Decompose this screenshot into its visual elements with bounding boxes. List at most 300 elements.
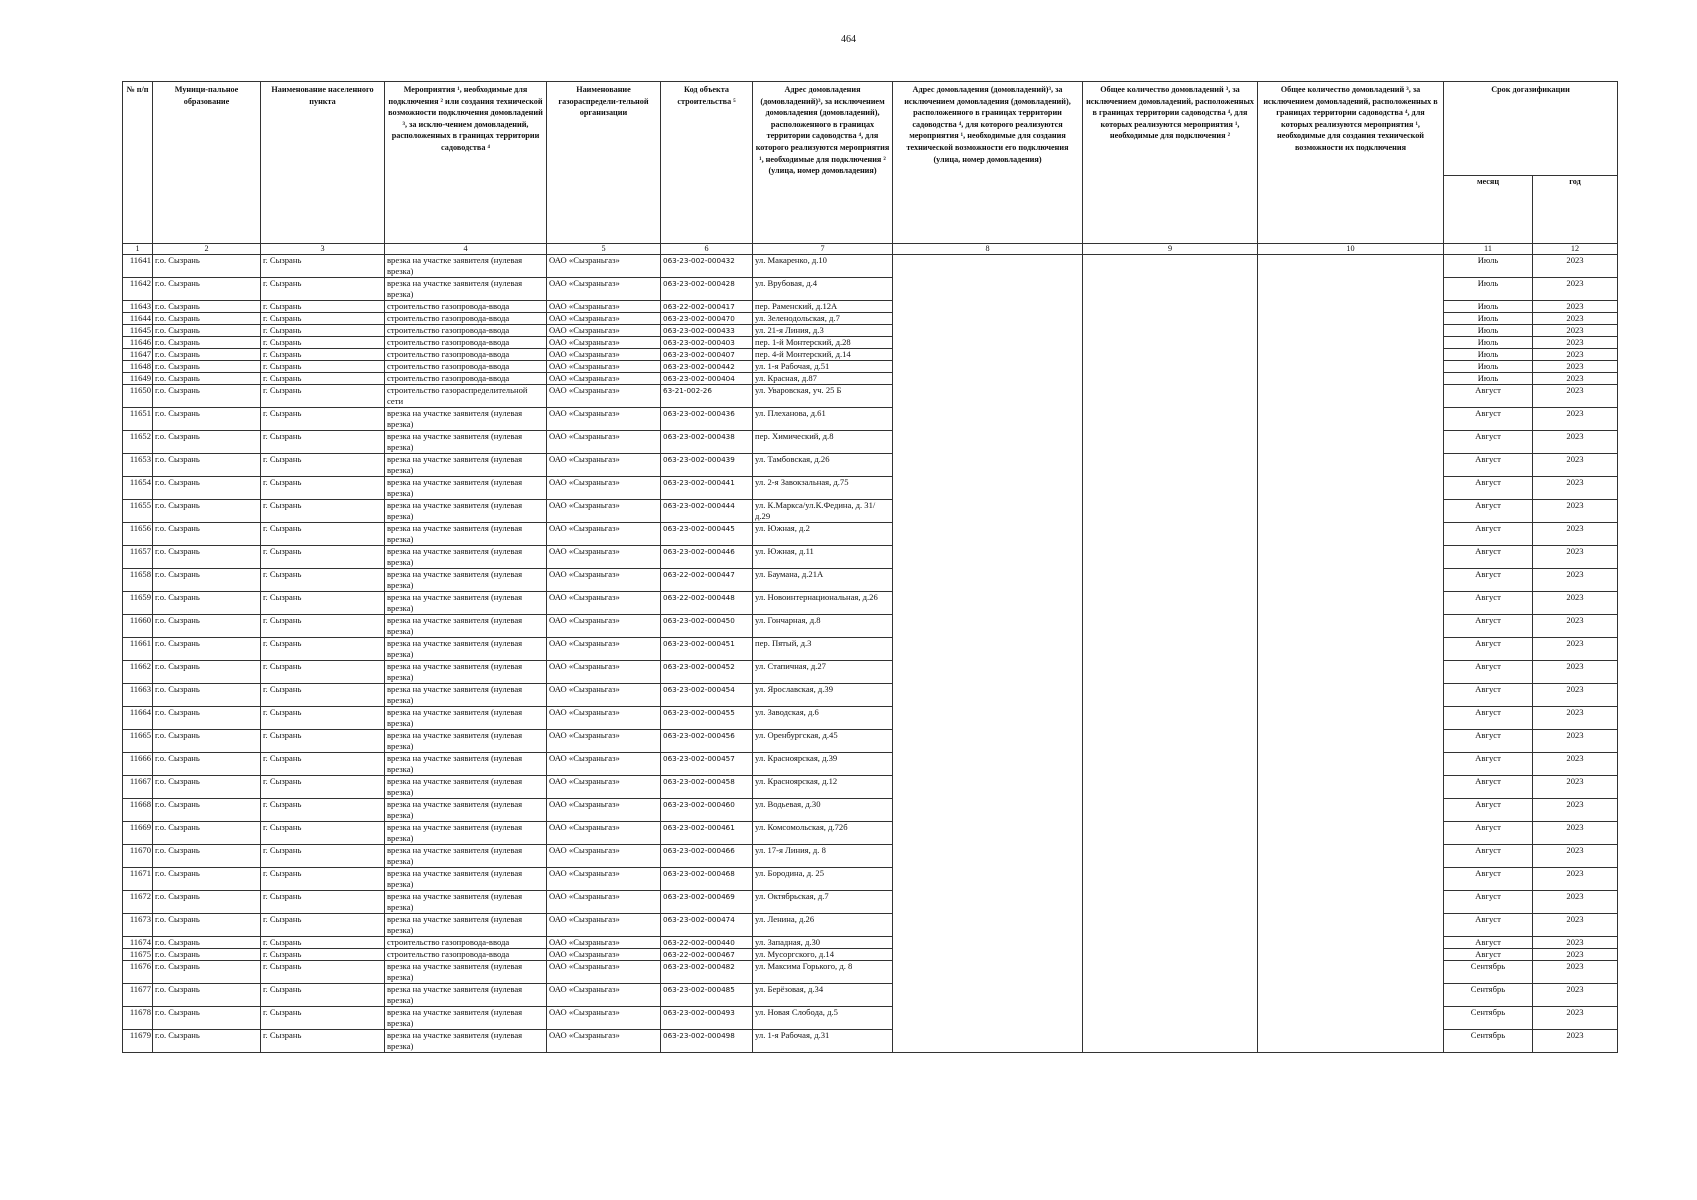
- municipality-cell: г.о. Сызрань: [153, 984, 261, 1007]
- column-number: 8: [893, 244, 1083, 255]
- municipality-cell: г.о. Сызрань: [153, 592, 261, 615]
- year-cell: 2023: [1533, 1030, 1618, 1053]
- object-code-cell: 063-23-002-000452: [661, 661, 753, 684]
- organization-cell: ОАО «Сызраньгаз»: [547, 500, 661, 523]
- organization-cell: ОАО «Сызраньгаз»: [547, 937, 661, 949]
- year-cell: 2023: [1533, 255, 1618, 278]
- table-row: [123, 1007, 1618, 1030]
- header-number: № п/п: [123, 82, 153, 244]
- year-cell: 2023: [1533, 684, 1618, 707]
- month-cell: Июль: [1444, 373, 1533, 385]
- address-technical-cell: [893, 707, 1083, 730]
- count-technical-cell: [1258, 1007, 1444, 1030]
- address-technical-cell: [893, 301, 1083, 313]
- object-code-cell: 063-22-002-000447: [661, 569, 753, 592]
- address-cell: ул. Красная, д.87: [753, 373, 893, 385]
- measure-cell: строительство газораспределительной сети: [385, 385, 547, 408]
- table-row: [123, 845, 1618, 868]
- row-number: 11643: [123, 301, 153, 313]
- address-cell: ул. 17-я Линия, д. 8: [753, 845, 893, 868]
- municipality-cell: г.о. Сызрань: [153, 255, 261, 278]
- count-connection-cell: [1083, 1030, 1258, 1053]
- table-row: [123, 937, 1618, 949]
- address-technical-cell: [893, 822, 1083, 845]
- object-code-cell: 063-22-002-000440: [661, 937, 753, 949]
- measure-cell: врезка на участке заявителя (нулевая врезка): [385, 914, 547, 937]
- municipality-cell: г.о. Сызрань: [153, 301, 261, 313]
- header-municipality: Муници-пальное образование: [153, 82, 261, 244]
- year-cell: 2023: [1533, 961, 1618, 984]
- month-cell: Июль: [1444, 313, 1533, 325]
- count-connection-cell: [1083, 661, 1258, 684]
- row-number: 11661: [123, 638, 153, 661]
- address-technical-cell: [893, 914, 1083, 937]
- measure-cell: строительство газопровода-ввода: [385, 301, 547, 313]
- organization-cell: ОАО «Сызраньгаз»: [547, 408, 661, 431]
- organization-cell: ОАО «Сызраньгаз»: [547, 753, 661, 776]
- month-cell: Сентябрь: [1444, 984, 1533, 1007]
- month-cell: Август: [1444, 454, 1533, 477]
- organization-cell: ОАО «Сызраньгаз»: [547, 431, 661, 454]
- measure-cell: строительство газопровода-ввода: [385, 937, 547, 949]
- header-address-connection: Адрес домовладения (домовладений)³, за исключением домовладения (домовладений), расположенного в границах территории садоводства ⁴, для которого реализуются мероприятия ¹, необходимые для подключения ² (улица, номер домовладения): [753, 82, 893, 244]
- object-code-cell: 063-23-002-000457: [661, 753, 753, 776]
- address-cell: пер. Пятый, д.3: [753, 638, 893, 661]
- address-cell: ул. Южная, д.2: [753, 523, 893, 546]
- object-code-cell: 063-23-002-000468: [661, 868, 753, 891]
- row-number: 11655: [123, 500, 153, 523]
- month-cell: Сентябрь: [1444, 961, 1533, 984]
- count-connection-cell: [1083, 454, 1258, 477]
- measure-cell: строительство газопровода-ввода: [385, 373, 547, 385]
- object-code-cell: 063-23-002-000450: [661, 615, 753, 638]
- count-technical-cell: [1258, 349, 1444, 361]
- row-number: 11674: [123, 937, 153, 949]
- row-number: 11673: [123, 914, 153, 937]
- month-cell: Июль: [1444, 337, 1533, 349]
- header-deadline: Срок догазификации: [1444, 82, 1618, 176]
- address-cell: пер. Химический, д.8: [753, 431, 893, 454]
- year-cell: 2023: [1533, 301, 1618, 313]
- count-connection-cell: [1083, 278, 1258, 301]
- month-cell: Июль: [1444, 278, 1533, 301]
- table-header: [123, 82, 1618, 255]
- table-row: [123, 638, 1618, 661]
- count-technical-cell: [1258, 949, 1444, 961]
- table-row: [123, 301, 1618, 313]
- row-number: 11667: [123, 776, 153, 799]
- table-row: [123, 477, 1618, 500]
- month-cell: Июль: [1444, 349, 1533, 361]
- count-connection-cell: [1083, 569, 1258, 592]
- address-technical-cell: [893, 868, 1083, 891]
- settlement-cell: г. Сызрань: [261, 822, 385, 845]
- organization-cell: ОАО «Сызраньгаз»: [547, 707, 661, 730]
- municipality-cell: г.о. Сызрань: [153, 891, 261, 914]
- table-row: [123, 868, 1618, 891]
- municipality-cell: г.о. Сызрань: [153, 337, 261, 349]
- settlement-cell: г. Сызрань: [261, 477, 385, 500]
- year-cell: 2023: [1533, 349, 1618, 361]
- address-cell: ул. Уваровская, уч. 25 Б: [753, 385, 893, 408]
- address-technical-cell: [893, 684, 1083, 707]
- row-number: 11675: [123, 949, 153, 961]
- organization-cell: ОАО «Сызраньгаз»: [547, 1007, 661, 1030]
- measure-cell: врезка на участке заявителя (нулевая врезка): [385, 661, 547, 684]
- object-code-cell: 063-22-002-000467: [661, 949, 753, 961]
- municipality-cell: г.о. Сызрань: [153, 638, 261, 661]
- object-code-cell: 063-22-002-000417: [661, 301, 753, 313]
- month-cell: Июль: [1444, 255, 1533, 278]
- object-code-cell: 063-23-002-000498: [661, 1030, 753, 1053]
- row-number: 11641: [123, 255, 153, 278]
- municipality-cell: г.о. Сызрань: [153, 431, 261, 454]
- measure-cell: строительство газопровода-ввода: [385, 325, 547, 337]
- organization-cell: ОАО «Сызраньгаз»: [547, 255, 661, 278]
- year-cell: 2023: [1533, 325, 1618, 337]
- measure-cell: врезка на участке заявителя (нулевая врезка): [385, 776, 547, 799]
- object-code-cell: 063-23-002-000442: [661, 361, 753, 373]
- address-technical-cell: [893, 325, 1083, 337]
- count-technical-cell: [1258, 937, 1444, 949]
- year-cell: 2023: [1533, 431, 1618, 454]
- organization-cell: ОАО «Сызраньгаз»: [547, 301, 661, 313]
- row-number: 11650: [123, 385, 153, 408]
- column-numbers-row: [123, 244, 1618, 255]
- settlement-cell: г. Сызрань: [261, 523, 385, 546]
- row-number: 11666: [123, 753, 153, 776]
- settlement-cell: г. Сызрань: [261, 385, 385, 408]
- count-technical-cell: [1258, 569, 1444, 592]
- municipality-cell: г.о. Сызрань: [153, 349, 261, 361]
- table-row: [123, 753, 1618, 776]
- settlement-cell: г. Сызрань: [261, 638, 385, 661]
- settlement-cell: г. Сызрань: [261, 431, 385, 454]
- address-technical-cell: [893, 454, 1083, 477]
- header-address-technical: Адрес домовладения (домовладений)³, за исключением домовладения (домовладений), расположенного в границах территории садоводства ⁴, для которого реализуются мероприятия ¹, необходимые для создания технической возможности его подключения (улица, номер домовладения): [893, 82, 1083, 244]
- organization-cell: ОАО «Сызраньгаз»: [547, 592, 661, 615]
- measure-cell: врезка на участке заявителя (нулевая врезка): [385, 255, 547, 278]
- page-number: 464: [841, 34, 856, 45]
- object-code-cell: 063-23-002-000482: [661, 961, 753, 984]
- month-cell: Август: [1444, 776, 1533, 799]
- settlement-cell: г. Сызрань: [261, 361, 385, 373]
- year-cell: 2023: [1533, 753, 1618, 776]
- settlement-cell: г. Сызрань: [261, 500, 385, 523]
- address-cell: ул. Мусоргского, д.14: [753, 949, 893, 961]
- measure-cell: врезка на участке заявителя (нулевая врезка): [385, 984, 547, 1007]
- address-cell: ул. Врубовая, д.4: [753, 278, 893, 301]
- municipality-cell: г.о. Сызрань: [153, 730, 261, 753]
- year-cell: 2023: [1533, 523, 1618, 546]
- table-row: [123, 373, 1618, 385]
- address-cell: пер. Раменский, д.12А: [753, 301, 893, 313]
- settlement-cell: г. Сызрань: [261, 730, 385, 753]
- table-row: [123, 454, 1618, 477]
- object-code-cell: 063-23-002-000466: [661, 845, 753, 868]
- count-technical-cell: [1258, 313, 1444, 325]
- object-code-cell: 063-23-002-000470: [661, 313, 753, 325]
- organization-cell: ОАО «Сызраньгаз»: [547, 822, 661, 845]
- column-number: 12: [1533, 244, 1618, 255]
- municipality-cell: г.о. Сызрань: [153, 822, 261, 845]
- row-number: 11653: [123, 454, 153, 477]
- count-technical-cell: [1258, 984, 1444, 1007]
- address-technical-cell: [893, 949, 1083, 961]
- row-number: 11652: [123, 431, 153, 454]
- address-technical-cell: [893, 500, 1083, 523]
- month-cell: Август: [1444, 546, 1533, 569]
- count-connection-cell: [1083, 373, 1258, 385]
- object-code-cell: 063-23-002-000493: [661, 1007, 753, 1030]
- settlement-cell: г. Сызрань: [261, 325, 385, 337]
- object-code-cell: 063-23-002-000451: [661, 638, 753, 661]
- month-cell: Август: [1444, 949, 1533, 961]
- address-cell: ул. Берёзовая, д.34: [753, 984, 893, 1007]
- object-code-cell: 063-23-002-000458: [661, 776, 753, 799]
- object-code-cell: 063-23-002-000433: [661, 325, 753, 337]
- object-code-cell: 063-23-002-000432: [661, 255, 753, 278]
- measure-cell: строительство газопровода-ввода: [385, 361, 547, 373]
- address-cell: ул. Октябрьская, д.7: [753, 891, 893, 914]
- address-technical-cell: [893, 337, 1083, 349]
- count-technical-cell: [1258, 661, 1444, 684]
- municipality-cell: г.о. Сызрань: [153, 1007, 261, 1030]
- object-code-cell: 063-23-002-000469: [661, 891, 753, 914]
- object-code-cell: 063-23-002-000436: [661, 408, 753, 431]
- address-cell: ул. Новоинтернациональная, д.26: [753, 592, 893, 615]
- year-cell: 2023: [1533, 845, 1618, 868]
- month-cell: Август: [1444, 431, 1533, 454]
- object-code-cell: 063-23-002-000404: [661, 373, 753, 385]
- table-row: [123, 615, 1618, 638]
- object-code-cell: 063-23-002-000441: [661, 477, 753, 500]
- count-connection-cell: [1083, 914, 1258, 937]
- settlement-cell: г. Сызрань: [261, 984, 385, 1007]
- table-row: [123, 776, 1618, 799]
- address-cell: ул. Гончарная, д.8: [753, 615, 893, 638]
- table-row: [123, 592, 1618, 615]
- count-technical-cell: [1258, 592, 1444, 615]
- count-technical-cell: [1258, 845, 1444, 868]
- settlement-cell: г. Сызрань: [261, 949, 385, 961]
- table-row: [123, 684, 1618, 707]
- object-code-cell: 063-23-002-000446: [661, 546, 753, 569]
- object-code-cell: 063-23-002-000444: [661, 500, 753, 523]
- organization-cell: ОАО «Сызраньгаз»: [547, 523, 661, 546]
- address-cell: ул. Комсомольская, д.72б: [753, 822, 893, 845]
- count-technical-cell: [1258, 799, 1444, 822]
- count-technical-cell: [1258, 361, 1444, 373]
- count-technical-cell: [1258, 730, 1444, 753]
- count-technical-cell: [1258, 891, 1444, 914]
- count-connection-cell: [1083, 337, 1258, 349]
- settlement-cell: г. Сызрань: [261, 349, 385, 361]
- address-technical-cell: [893, 753, 1083, 776]
- address-cell: ул. Зеленодольская, д.7: [753, 313, 893, 325]
- address-technical-cell: [893, 569, 1083, 592]
- row-number: 11663: [123, 684, 153, 707]
- object-code-cell: 063-23-002-000403: [661, 337, 753, 349]
- count-technical-cell: [1258, 914, 1444, 937]
- address-technical-cell: [893, 313, 1083, 325]
- month-cell: Август: [1444, 523, 1533, 546]
- year-cell: 2023: [1533, 661, 1618, 684]
- month-cell: Август: [1444, 661, 1533, 684]
- measure-cell: строительство газопровода-ввода: [385, 349, 547, 361]
- settlement-cell: г. Сызрань: [261, 661, 385, 684]
- table-row: [123, 500, 1618, 523]
- address-cell: ул. Стапичная, д.27: [753, 661, 893, 684]
- year-cell: 2023: [1533, 707, 1618, 730]
- count-technical-cell: [1258, 408, 1444, 431]
- municipality-cell: г.о. Сызрань: [153, 454, 261, 477]
- organization-cell: ОАО «Сызраньгаз»: [547, 325, 661, 337]
- month-cell: Август: [1444, 592, 1533, 615]
- count-connection-cell: [1083, 592, 1258, 615]
- year-cell: 2023: [1533, 615, 1618, 638]
- count-technical-cell: [1258, 301, 1444, 313]
- measure-cell: врезка на участке заявителя (нулевая врезка): [385, 961, 547, 984]
- row-number: 11646: [123, 337, 153, 349]
- month-cell: Сентябрь: [1444, 1007, 1533, 1030]
- row-number: 11654: [123, 477, 153, 500]
- address-cell: ул. Красноярская, д.12: [753, 776, 893, 799]
- count-technical-cell: [1258, 868, 1444, 891]
- header-object-code: Код объекта строительства ⁵: [661, 82, 753, 244]
- month-cell: Июль: [1444, 301, 1533, 313]
- address-cell: ул. Тамбовская, д.26: [753, 454, 893, 477]
- row-number: 11644: [123, 313, 153, 325]
- organization-cell: ОАО «Сызраньгаз»: [547, 845, 661, 868]
- header-organization: Наименование газораспредели-тельной организации: [547, 82, 661, 244]
- settlement-cell: г. Сызрань: [261, 569, 385, 592]
- object-code-cell: 063-23-002-000407: [661, 349, 753, 361]
- address-cell: ул. Заводская, д.6: [753, 707, 893, 730]
- address-cell: ул. 1-я Рабочая, д.51: [753, 361, 893, 373]
- municipality-cell: г.о. Сызрань: [153, 776, 261, 799]
- count-technical-cell: [1258, 385, 1444, 408]
- object-code-cell: 063-23-002-000439: [661, 454, 753, 477]
- address-technical-cell: [893, 431, 1083, 454]
- year-cell: 2023: [1533, 822, 1618, 845]
- municipality-cell: г.о. Сызрань: [153, 500, 261, 523]
- count-technical-cell: [1258, 684, 1444, 707]
- measure-cell: врезка на участке заявителя (нулевая врезка): [385, 408, 547, 431]
- month-cell: Август: [1444, 914, 1533, 937]
- count-technical-cell: [1258, 961, 1444, 984]
- municipality-cell: г.о. Сызрань: [153, 1030, 261, 1053]
- measure-cell: врезка на участке заявителя (нулевая врезка): [385, 477, 547, 500]
- count-technical-cell: [1258, 325, 1444, 337]
- row-number: 11659: [123, 592, 153, 615]
- month-cell: Август: [1444, 937, 1533, 949]
- column-number: 11: [1444, 244, 1533, 255]
- address-cell: ул. Западная, д.30: [753, 937, 893, 949]
- settlement-cell: г. Сызрань: [261, 373, 385, 385]
- row-number: 11658: [123, 569, 153, 592]
- table-row: [123, 313, 1618, 325]
- municipality-cell: г.о. Сызрань: [153, 661, 261, 684]
- month-cell: Август: [1444, 845, 1533, 868]
- month-cell: Сентябрь: [1444, 1030, 1533, 1053]
- column-number: 10: [1258, 244, 1444, 255]
- organization-cell: ОАО «Сызраньгаз»: [547, 638, 661, 661]
- measure-cell: врезка на участке заявителя (нулевая врезка): [385, 684, 547, 707]
- count-technical-cell: [1258, 431, 1444, 454]
- month-cell: Август: [1444, 638, 1533, 661]
- row-number: 11660: [123, 615, 153, 638]
- measure-cell: врезка на участке заявителя (нулевая врезка): [385, 868, 547, 891]
- address-technical-cell: [893, 349, 1083, 361]
- measure-cell: врезка на участке заявителя (нулевая врезка): [385, 546, 547, 569]
- count-connection-cell: [1083, 984, 1258, 1007]
- column-number: 6: [661, 244, 753, 255]
- year-cell: 2023: [1533, 408, 1618, 431]
- count-connection-cell: [1083, 301, 1258, 313]
- table-row: [123, 523, 1618, 546]
- address-cell: ул. Ярославская, д.39: [753, 684, 893, 707]
- address-cell: ул. Плеханова, д.61: [753, 408, 893, 431]
- count-connection-cell: [1083, 949, 1258, 961]
- settlement-cell: г. Сызрань: [261, 684, 385, 707]
- table-row: [123, 707, 1618, 730]
- column-number: 9: [1083, 244, 1258, 255]
- address-technical-cell: [893, 278, 1083, 301]
- measure-cell: врезка на участке заявителя (нулевая врезка): [385, 845, 547, 868]
- count-connection-cell: [1083, 615, 1258, 638]
- address-cell: ул. Южная, д.11: [753, 546, 893, 569]
- address-cell: ул. Максима Горького, д. 8: [753, 961, 893, 984]
- count-technical-cell: [1258, 278, 1444, 301]
- column-number: 3: [261, 244, 385, 255]
- month-cell: Август: [1444, 868, 1533, 891]
- municipality-cell: г.о. Сызрань: [153, 914, 261, 937]
- address-technical-cell: [893, 730, 1083, 753]
- year-cell: 2023: [1533, 914, 1618, 937]
- table-row: [123, 949, 1618, 961]
- organization-cell: ОАО «Сызраньгаз»: [547, 914, 661, 937]
- settlement-cell: г. Сызрань: [261, 914, 385, 937]
- count-technical-cell: [1258, 454, 1444, 477]
- month-cell: Июль: [1444, 325, 1533, 337]
- table-row: [123, 255, 1618, 278]
- header-count-technical: Общее количество домовладений ³, за исключением домовладений, расположенных в границах территории садоводства ⁴, для которых реализуются мероприятия ¹, необходимые для создания технической возможности их подключения: [1258, 82, 1444, 244]
- count-connection-cell: [1083, 684, 1258, 707]
- year-cell: 2023: [1533, 337, 1618, 349]
- count-connection-cell: [1083, 707, 1258, 730]
- count-connection-cell: [1083, 523, 1258, 546]
- table-row: [123, 349, 1618, 361]
- measure-cell: врезка на участке заявителя (нулевая врезка): [385, 1007, 547, 1030]
- address-cell: ул. Баумана, д.21А: [753, 569, 893, 592]
- count-connection-cell: [1083, 500, 1258, 523]
- count-technical-cell: [1258, 500, 1444, 523]
- organization-cell: ОАО «Сызраньгаз»: [547, 661, 661, 684]
- object-code-cell: 063-23-002-000438: [661, 431, 753, 454]
- organization-cell: ОАО «Сызраньгаз»: [547, 477, 661, 500]
- year-cell: 2023: [1533, 1007, 1618, 1030]
- address-cell: ул. Бородина, д. 25: [753, 868, 893, 891]
- year-cell: 2023: [1533, 592, 1618, 615]
- organization-cell: ОАО «Сызраньгаз»: [547, 949, 661, 961]
- measure-cell: строительство газопровода-ввода: [385, 337, 547, 349]
- address-cell: ул. Красноярская, д.39: [753, 753, 893, 776]
- settlement-cell: г. Сызрань: [261, 408, 385, 431]
- table-row: [123, 961, 1618, 984]
- address-technical-cell: [893, 1007, 1083, 1030]
- row-number: 11647: [123, 349, 153, 361]
